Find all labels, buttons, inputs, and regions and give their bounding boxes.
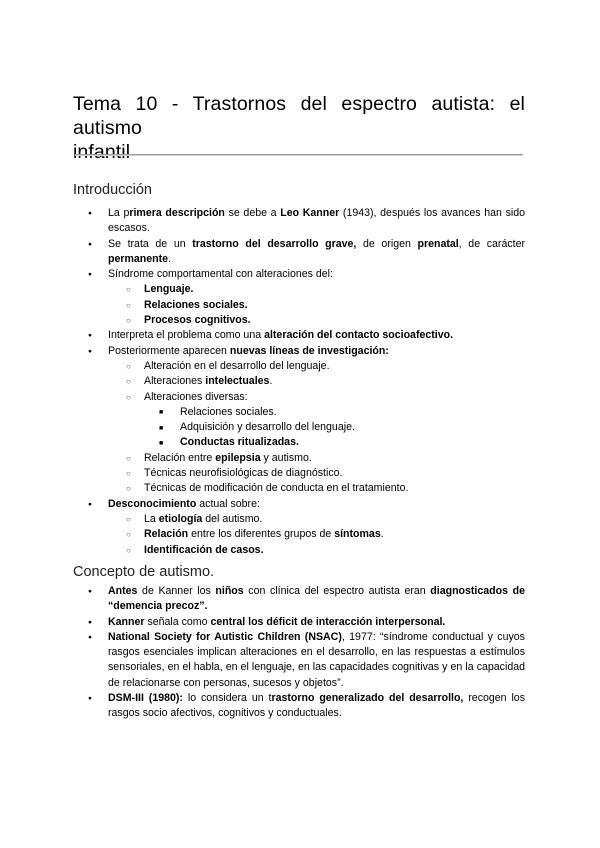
section-list-introduccion	[73, 206, 525, 558]
bold-run: National Society for Autistic Children (NSAC)	[108, 630, 342, 643]
bold-run: síntomas	[334, 528, 381, 541]
bold-run: Desconocimiento	[108, 497, 197, 510]
text-run: .	[380, 528, 384, 541]
list-item	[73, 282, 525, 297]
text-run: señala como	[144, 615, 211, 628]
list-item-text	[108, 344, 525, 359]
text-run: Síndrome comportamental con alteraciones del:	[108, 268, 333, 281]
list-item-text	[108, 267, 525, 282]
list-item-text	[144, 390, 525, 405]
list-item	[73, 451, 525, 466]
list-item	[73, 584, 525, 615]
text-run: con clínica del espectro autista eran	[243, 585, 431, 597]
list-item	[73, 237, 525, 268]
text-run: de Kanner los	[137, 585, 216, 597]
list-item-text	[144, 313, 525, 328]
text-run: Alteración en el desarrollo del lenguaje.	[144, 359, 330, 372]
text-run: , 1977: “síndrome conductual y cuyos rasgos esenciales implican alteraciones en el desarrollo, en las respuestas a estímulos sensoriales, en el habla, en el lenguaje, en las capacidades cognitivas y en la capacidad de relacionarse con personas, sucesos y objetos”.	[108, 630, 525, 689]
text-run: Se trata de un	[108, 237, 193, 250]
text-run: Alteraciones	[144, 375, 206, 388]
section-list-concepto	[73, 584, 525, 722]
list-item-text	[108, 630, 525, 691]
bold-run: Relaciones sociales.	[144, 298, 248, 311]
disc-bullet-icon	[88, 691, 92, 706]
list-item	[73, 543, 525, 558]
bold-run: Antes	[108, 585, 138, 597]
disc-bullet-icon	[88, 584, 92, 599]
section-heading-concepto: Concepto de autismo.	[73, 564, 215, 580]
bold-run: alteración del contacto socioafectivo.	[264, 329, 454, 342]
text-run: actual sobre:	[196, 497, 260, 510]
list-item-text	[144, 466, 525, 481]
list-item	[73, 267, 525, 282]
list-item	[73, 298, 525, 313]
list-item-text	[144, 481, 525, 496]
circle-bullet-icon	[126, 298, 131, 314]
list-item-text	[144, 543, 525, 558]
horizontal-rule	[75, 154, 523, 156]
list-item-text	[180, 420, 525, 435]
list-item-text	[108, 328, 525, 343]
circle-bullet-icon	[126, 359, 131, 375]
list-item-text	[144, 298, 525, 313]
text-run: y autismo.	[260, 451, 312, 464]
text-run: del autismo.	[202, 512, 263, 525]
list-item-text	[108, 237, 525, 268]
bold-run: permanente	[108, 252, 169, 265]
text-run: Interpreta el problema como una	[108, 329, 265, 342]
list-item-text	[180, 435, 525, 450]
bold-run: niños	[215, 585, 244, 597]
text-run: Posteriormente aparecen	[108, 344, 230, 357]
bold-run: Lenguaje.	[144, 283, 194, 296]
bold-run: Leo Kanner	[280, 207, 340, 219]
bold-run: epilepsia	[215, 451, 261, 464]
text-run: se debe a	[224, 207, 281, 219]
text-run: Técnicas de modificación de conducta en el tratamiento.	[144, 482, 409, 495]
text-run: (1943), después los avances han sido escasos.	[108, 207, 526, 235]
square-bullet-icon	[159, 420, 163, 436]
text-run: Técnicas neurofisiológicas de diagnóstico.	[144, 467, 343, 480]
bold-run: Relación	[144, 528, 189, 541]
text-run: de origen	[356, 237, 418, 250]
list-item-text	[108, 584, 525, 615]
bold-run: diagnosticados de “demencia precoz”.	[108, 585, 525, 613]
list-item	[73, 466, 525, 481]
list-item	[73, 313, 525, 328]
circle-bullet-icon	[126, 481, 131, 497]
text-run: Adquisición y desarrollo del lenguaje.	[180, 421, 355, 434]
document-title-line-2: infantil	[73, 141, 131, 163]
list-item	[73, 630, 525, 691]
text-run: Relaciones sociales.	[180, 405, 277, 418]
text-run: , de carácter	[458, 237, 525, 250]
list-item	[73, 420, 525, 435]
bold-run: etiología	[158, 512, 203, 525]
text-run: .	[168, 252, 172, 265]
bold-run: Conductas ritualizadas.	[180, 436, 299, 449]
list-item-text	[108, 615, 525, 630]
text-run: Relación entre	[144, 451, 216, 464]
disc-bullet-icon	[88, 328, 92, 343]
disc-bullet-icon	[88, 615, 92, 630]
text-run: La	[144, 512, 159, 525]
circle-bullet-icon	[126, 451, 131, 467]
list-item-text	[144, 359, 525, 374]
list-item	[73, 615, 525, 630]
square-bullet-icon	[159, 405, 163, 421]
circle-bullet-icon	[126, 543, 131, 559]
bold-run: central los déficit de interacción interpersonal.	[210, 615, 446, 628]
list-item-text	[144, 527, 525, 542]
disc-bullet-icon	[88, 267, 92, 282]
bold-run: rimera descripción	[129, 207, 225, 219]
list-item	[73, 328, 525, 343]
text-run: .	[269, 375, 273, 388]
list-item	[73, 359, 525, 374]
circle-bullet-icon	[126, 313, 131, 329]
list-item	[73, 527, 525, 542]
text-run: entre los diferentes grupos de	[188, 528, 335, 541]
text-run: Alteraciones diversas:	[144, 390, 248, 403]
section-heading-introduccion: Introducción	[73, 182, 152, 198]
list-item-text	[180, 405, 525, 420]
circle-bullet-icon	[126, 282, 131, 298]
bold-run: Procesos cognitivos.	[144, 314, 251, 327]
list-item	[73, 344, 525, 359]
disc-bullet-icon	[88, 206, 92, 221]
disc-bullet-icon	[88, 237, 92, 252]
list-item-text	[108, 206, 525, 237]
circle-bullet-icon	[126, 512, 131, 528]
text-run: lo considera un t	[182, 692, 272, 705]
bold-run: trastorno del desarrollo grave,	[192, 237, 357, 250]
list-item	[73, 405, 525, 420]
square-bullet-icon	[159, 435, 163, 451]
document-title-line-1: Tema 10 - Trastornos del espectro autista: el autismo	[73, 93, 525, 139]
list-item-text	[108, 691, 525, 722]
bold-run: intelectuales	[205, 375, 270, 388]
circle-bullet-icon	[126, 390, 131, 406]
list-item-text	[144, 512, 525, 527]
list-item	[73, 497, 525, 512]
circle-bullet-icon	[126, 466, 131, 482]
list-item	[73, 435, 525, 450]
list-item-text	[144, 451, 525, 466]
bold-run: nuevas líneas de investigación:	[229, 344, 389, 357]
list-item	[73, 374, 525, 389]
bold-run: rastorno generalizado del desarrollo,	[271, 692, 464, 705]
bold-run: prenatal	[417, 237, 459, 250]
list-item	[73, 691, 525, 722]
list-item	[73, 512, 525, 527]
text-run: recogen los rasgos socio afectivos, cognitivos y conductuales.	[108, 692, 525, 720]
text-run: La p	[108, 207, 130, 219]
disc-bullet-icon	[88, 497, 92, 512]
list-item-text	[144, 282, 525, 297]
bold-run: Kanner	[108, 615, 145, 628]
disc-bullet-icon	[88, 630, 92, 645]
list-item-text	[144, 374, 525, 389]
bold-run: DSM-III (1980):	[108, 692, 183, 705]
list-item-text	[108, 497, 525, 512]
list-item	[73, 481, 525, 496]
list-item	[73, 390, 525, 405]
bold-run: Identificación de casos.	[144, 543, 264, 556]
list-item	[73, 206, 525, 237]
circle-bullet-icon	[126, 527, 131, 543]
disc-bullet-icon	[88, 344, 92, 359]
circle-bullet-icon	[126, 374, 131, 390]
